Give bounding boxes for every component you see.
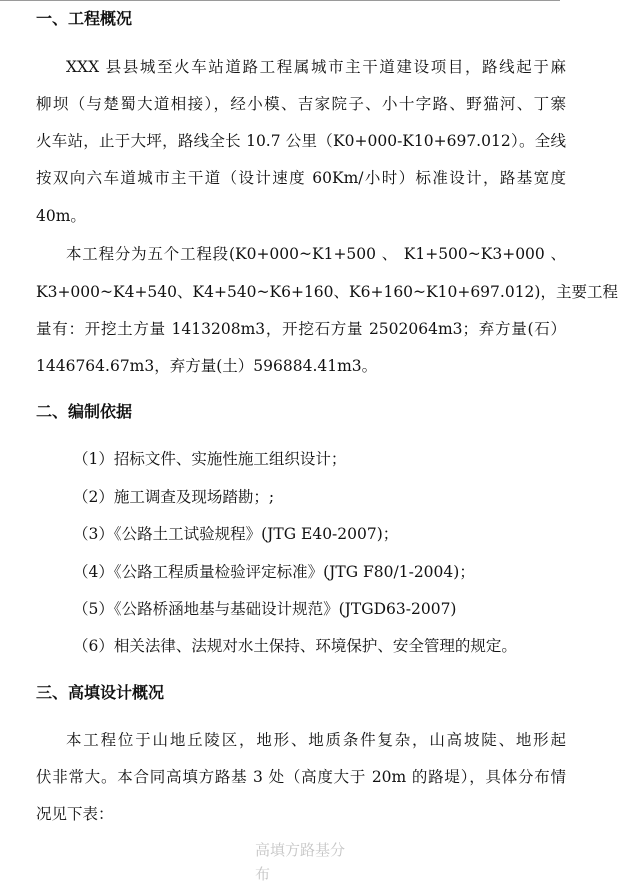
list-item: （5）《公路桥涵地基与基础设计规范》(JTGD63-2007) [73,600,457,618]
top-divider [0,0,560,1]
paragraph-line: 况见下表： [36,805,114,823]
paragraph-line: 按双向六车道城市主干道（设计速度 60Km/小时）标准设计，路基宽度 [36,169,566,187]
paragraph-line: 本工程分为五个工程段(K0+000~K1+500 、 K1+500~K3+000 、 [66,245,566,263]
paragraph-line: 伏非常大。本合同高填方路基 3 处（高度大于 20m 的路堤），具体分布情 [36,768,566,786]
section-heading-basis: 二、编制依据 [36,402,133,421]
paragraph-line: 本工程位于山地丘陵区，地形、地质条件复杂，山高坡陡、地形起 [66,731,566,749]
paragraph-line: 40m。 [36,207,86,225]
paragraph-line: K3+000~K4+540、K4+540~K6+160、K6+160~K10+697.012)，主要工程 [36,283,618,301]
list-item: （1）招标文件、实施性施工组织设计； [73,450,347,468]
paragraph-line: 量有：开挖土方量 1413208m3，开挖石方量 2502064m3；弃方量(石） [36,320,566,338]
list-item: （6）相关法律、法规对水土保持、环境保护、安全管理的规定。 [73,637,517,655]
cut-off-table-caption: 高填方路基分布 [255,841,346,883]
list-item: （2）施工调查及现场踏勘；; [73,488,275,506]
paragraph-line: XXX 县县城至火车站道路工程属城市主干道建设项目，路线起于麻 [66,58,566,76]
paragraph-line: 火车站，止于大坪，路线全长 10.7 公里（K0+000-K10+697.012）。全线 [36,132,566,150]
list-item: （3）《公路土工试验规程》(JTG E40-2007)； [73,525,399,543]
paragraph-line: 柳坝（与楚蜀大道相接），经小模、吉家院子、小十字路、野猫河、丁寨 [36,95,566,113]
section-heading-overview: 一、工程概况 [36,9,133,28]
list-item: （4）《公路工程质量检验评定标准》(JTG F80/1-2004)； [73,563,475,581]
section-heading-high-fill: 三、高填设计概况 [36,683,165,702]
paragraph-line: 1446764.67m3，弃方量(土）596884.41m3。 [36,357,378,375]
